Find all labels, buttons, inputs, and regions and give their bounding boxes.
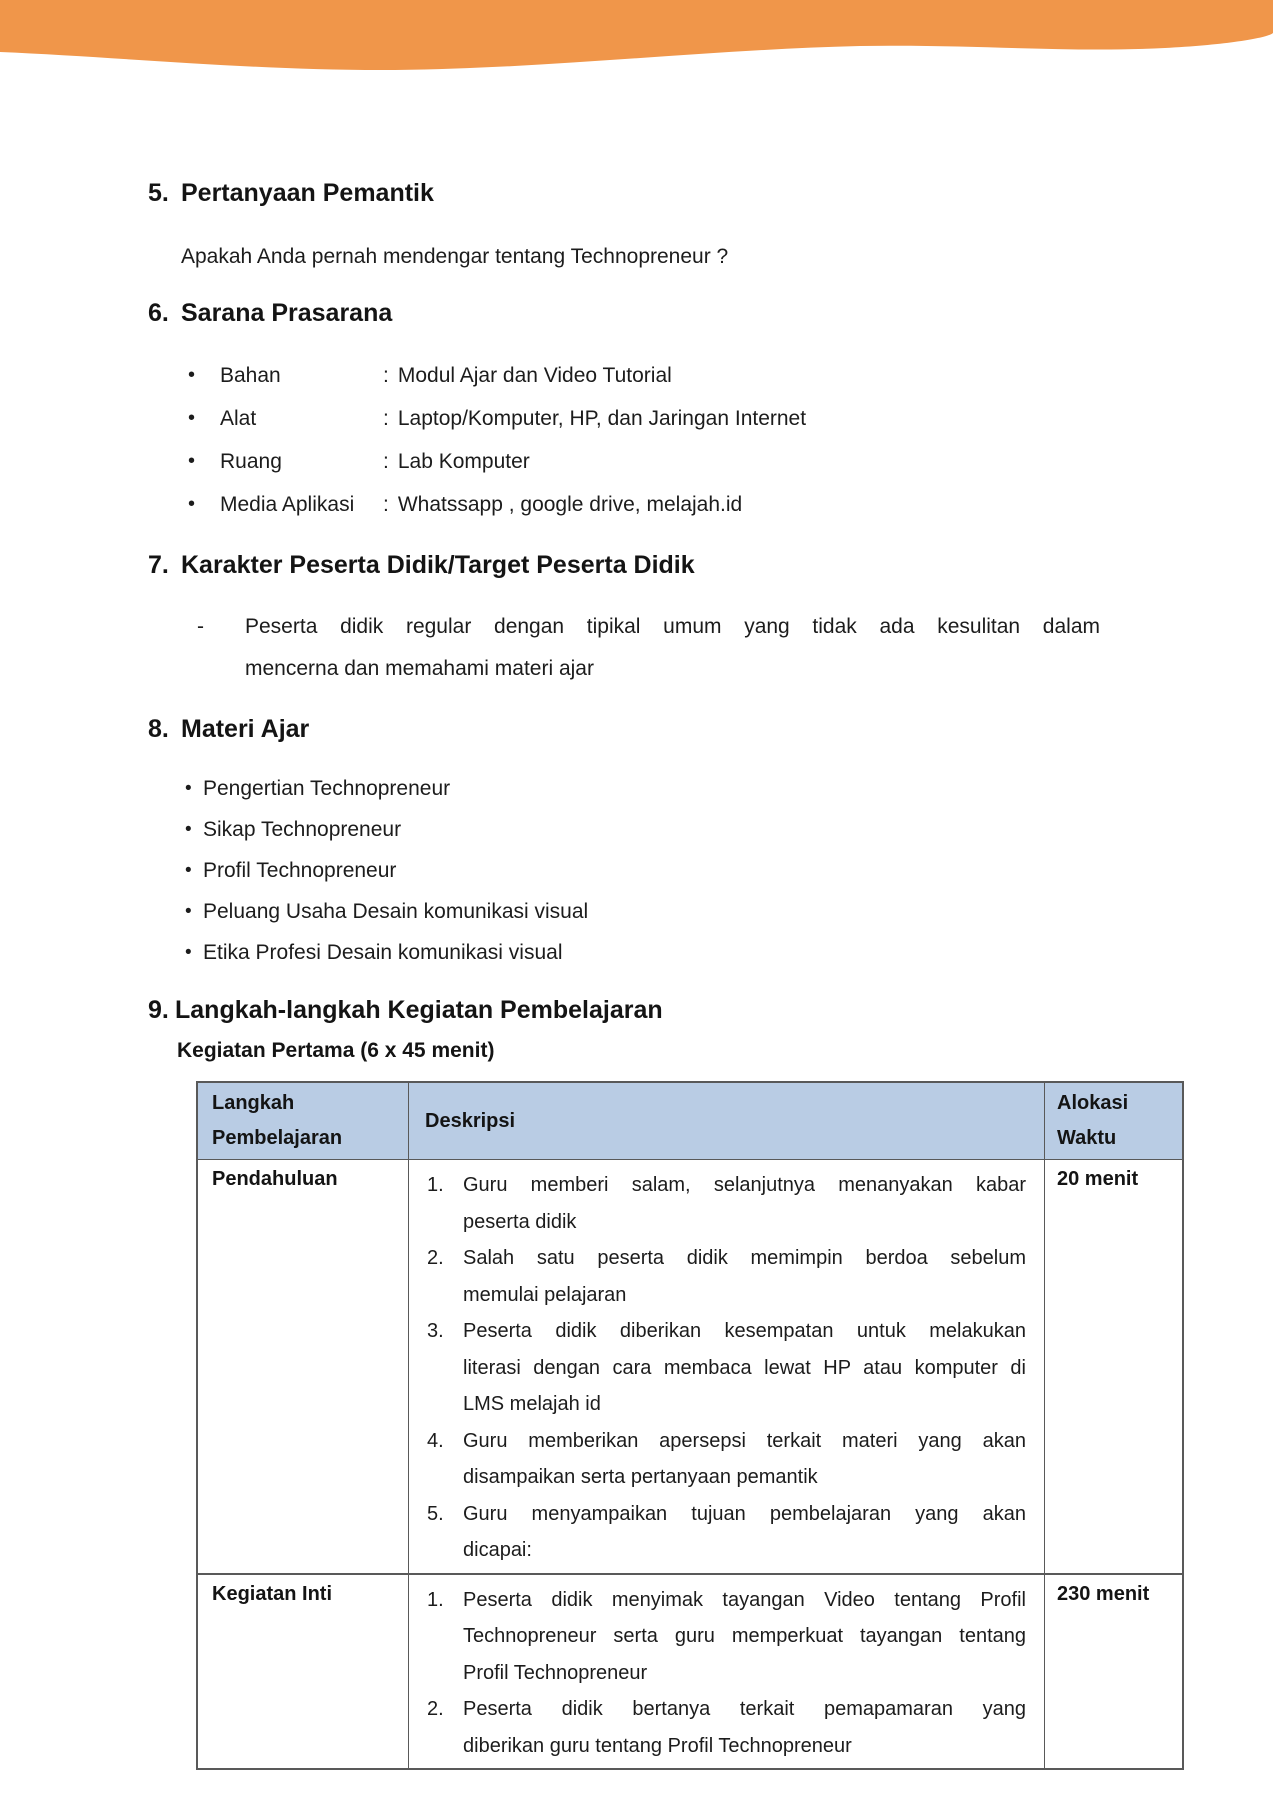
bullet-icon: •	[185, 901, 192, 922]
materi-item	[148, 809, 1178, 850]
materi-item	[148, 891, 1178, 932]
item-value: Laptop/Komputer, HP, dan Jaringan Internet	[397, 407, 807, 430]
section-7-title: Karakter Peserta Didik/Target Peserta Didik	[181, 551, 695, 579]
deskripsi-line: disampaikan serta pertanyaan pemantik	[463, 1466, 818, 1488]
item-number: 5.	[427, 1502, 444, 1525]
deskripsi-line: Peserta didik bertanya terkait pemapamaran yang	[463, 1698, 1026, 1720]
list-item-alat	[148, 397, 1178, 440]
item-label: Alat	[220, 407, 257, 430]
table-row-stage: Pendahuluan	[198, 1160, 409, 1575]
colon-separator: :	[383, 450, 389, 473]
materi-item-text: Profil Technopreneur	[203, 859, 397, 882]
section-9-heading	[148, 995, 1178, 1025]
materi-item	[148, 850, 1178, 891]
deskripsi-line: dicapai:	[463, 1539, 532, 1561]
section-7-heading	[148, 550, 1178, 580]
section-6-heading	[148, 298, 1178, 328]
karakter-line: Peserta didik regular dengan tipikal umum yang tidak ada kesulitan dalam	[245, 615, 1100, 638]
materi-item	[148, 768, 1178, 809]
deskripsi-line: Guru menyampaikan tujuan pembelajaran yang akan	[463, 1502, 1026, 1525]
dash-bullet: -	[197, 615, 204, 638]
bullet-icon: •	[188, 407, 196, 429]
section-5-number: 5.	[148, 179, 169, 207]
section-8-heading	[148, 714, 1178, 744]
header-line: Alokasi	[1057, 1092, 1129, 1114]
header-line: Langkah	[212, 1092, 295, 1114]
deskripsi-item	[427, 1240, 1026, 1313]
deskripsi-line: LMS melajah id	[463, 1393, 601, 1415]
materi-item-text: Etika Profesi Desain komunikasi visual	[203, 941, 563, 964]
section-6-number: 6.	[148, 299, 169, 327]
bullet-icon: •	[188, 450, 196, 472]
colon-separator: :	[383, 493, 389, 516]
table-header-deskripsi	[409, 1083, 1045, 1160]
table-row-time: 20 menit	[1045, 1160, 1182, 1575]
deskripsi-line: memulai pelajaran	[463, 1283, 627, 1306]
karakter-paragraph	[197, 606, 1100, 690]
bullet-icon: •	[185, 942, 192, 963]
section-7-number: 7.	[148, 551, 169, 579]
deskripsi-item	[427, 1691, 1026, 1764]
deskripsi-line: Guru memberi salam, selanjutnya menanyakan kabar	[463, 1174, 1026, 1196]
table-row-stage: Kegiatan Inti	[198, 1575, 409, 1769]
section-5-heading	[148, 178, 1178, 208]
section-9-number: 9.	[148, 996, 169, 1024]
item-number: 4.	[427, 1429, 444, 1452]
item-label: Media Aplikasi	[220, 493, 355, 516]
item-value: Whatssapp , google drive, melajah.id	[397, 493, 743, 516]
item-number: 2.	[427, 1247, 444, 1269]
item-number: 1.	[427, 1174, 444, 1196]
list-item-media-aplikasi	[148, 483, 1178, 526]
deskripsi-line: peserta didik	[463, 1210, 577, 1233]
bullet-icon: •	[188, 493, 196, 515]
materi-item-text: Sikap Technopreneur	[203, 818, 402, 841]
deskripsi-line: Peserta didik menyimak tayangan Video tentang Profil	[463, 1588, 1026, 1611]
deskripsi-item	[427, 1167, 1026, 1240]
bullet-icon: •	[185, 819, 192, 840]
list-item-ruang	[148, 440, 1178, 483]
materi-item	[148, 932, 1178, 973]
table-row-time: 230 menit	[1057, 1582, 1150, 1605]
kegiatan-pertama-subtitle: Kegiatan Pertama (6 x 45 menit)	[177, 1039, 495, 1062]
table-row-deskripsi	[409, 1575, 1045, 1769]
colon-separator: :	[383, 364, 389, 387]
section-8-number: 8.	[148, 715, 169, 743]
item-label: Bahan	[220, 364, 281, 387]
colon-separator: :	[383, 407, 389, 430]
deskripsi-item	[427, 1423, 1026, 1496]
deskripsi-item	[427, 1313, 1026, 1423]
deskripsi-line: literasi dengan cara membaca lewat HP atau komputer di	[463, 1356, 1026, 1379]
item-value: Modul Ajar dan Video Tutorial	[397, 364, 672, 387]
pertanyaan-pemantik-text: Apakah Anda pernah mendengar tentang Technopreneur ?	[181, 245, 729, 268]
table-header-langkah	[198, 1083, 409, 1160]
deskripsi-line: Profil Technopreneur	[463, 1661, 648, 1684]
deskripsi-line: Technopreneur serta guru memperkuat tayangan tentang	[463, 1625, 1026, 1647]
section-6-title: Sarana Prasarana	[181, 299, 393, 327]
section-9-title: Langkah-langkah Kegiatan Pembelajaran	[175, 996, 663, 1024]
header-line: Deskripsi	[425, 1109, 516, 1132]
bullet-icon: •	[185, 778, 192, 799]
item-number: 1.	[427, 1588, 444, 1611]
list-item-bahan	[148, 354, 1178, 397]
deskripsi-line: Peserta didik diberikan kesempatan untuk melakukan	[463, 1320, 1026, 1342]
deskripsi-line: Salah satu peserta didik memimpin berdoa sebelum	[463, 1247, 1026, 1269]
item-value: Lab Komputer	[397, 450, 530, 473]
materi-item-text: Peluang Usaha Desain komunikasi visual	[203, 900, 589, 923]
header-line: Pembelajaran	[212, 1127, 343, 1149]
materi-item-text: Pengertian Technopreneur	[203, 777, 451, 800]
item-label: Ruang	[220, 450, 282, 473]
deskripsi-line: diberikan guru tentang Profil Technopreneur	[463, 1734, 852, 1757]
deskripsi-line: Guru memberikan apersepsi terkait materi yang akan	[463, 1429, 1026, 1452]
header-line: Waktu	[1057, 1127, 1117, 1149]
section-8-title: Materi Ajar	[181, 715, 310, 743]
sarana-list	[148, 354, 1178, 526]
item-number: 2.	[427, 1698, 444, 1720]
table-row-deskripsi	[409, 1160, 1045, 1575]
deskripsi-item	[427, 1496, 1026, 1569]
section-5-title: Pertanyaan Pemantik	[181, 179, 434, 207]
table-header-alokasi	[1045, 1083, 1182, 1160]
item-number: 3.	[427, 1320, 444, 1342]
bullet-icon: •	[185, 860, 192, 881]
deskripsi-item	[427, 1582, 1026, 1692]
bullet-icon: •	[188, 364, 196, 386]
materi-list	[148, 768, 1178, 973]
karakter-line: mencerna dan memahami materi ajar	[245, 657, 594, 680]
kegiatan-table	[196, 1081, 1184, 1770]
